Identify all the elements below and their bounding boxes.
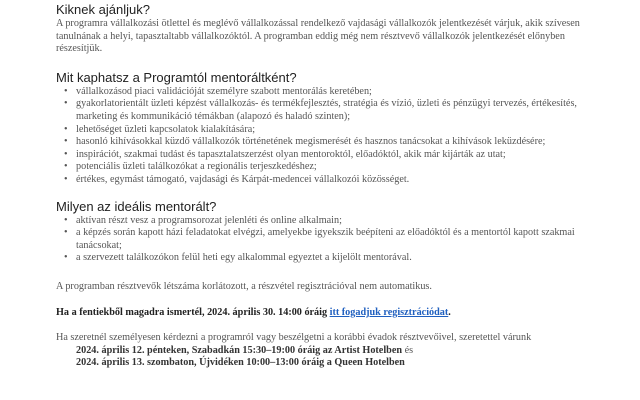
limited-note: A programban résztvevők létszáma korlátozott, a részvétel regisztrációval nem automatikus. — [56, 280, 432, 292]
paragraph-target-audience: A programra vállalkozási ötlettel és meglévő vállalkozással rendelkező vajdasági vállalkozók jelentkezését várjuk, akik szívesen tanulnának a helyi, tapasztaltabb vállalkozóktól. A programban eddig még nem résztvevő vállalkozók jelentkezését előnyben részesítjük. — [56, 18, 580, 55]
list-item: • vállalkozásod piaci validációját személyre szabott mentorálás keretében; — [56, 86, 604, 99]
list-item: • aktívan részt vesz a programsorozat jelenléti és online alkalmain; — [56, 215, 604, 228]
list-item: • lehetőséget üzleti kapcsolatok kialakítására; — [56, 124, 604, 137]
heading-benefits: Mit kaphatsz a Programtól mentoráltként? — [56, 69, 297, 85]
section-target-audience — [56, 2, 604, 56]
event-line — [76, 357, 604, 370]
registration-text: Ha a fentiekből magadra ismertél, 2024. április 30. 14:00 óráig — [56, 306, 330, 318]
list-item: • értékes, egymást támogató, vajdasági és Kárpát-medencei vállalkozói közösséget. — [56, 174, 604, 187]
event-date: 2024. április 12. pénteken, Szabadkán 15:30–19:00 óráig az Artist Hotelben — [76, 344, 403, 356]
list-item: • a képzés során kapott házi feladatokat elvégzi, amelyekbe igyekszik beépíteni az előadóktól és a mentortól kapott szakmai tanácsokat; — [56, 227, 604, 252]
heading-target-audience: Kiknek ajánljuk? — [56, 2, 150, 17]
registration-end: . — [448, 306, 451, 318]
event-date: 2024. április 13. szombaton, Újvidéken 10:00–13:00 óráig a Queen Hotelben — [76, 357, 405, 369]
event-line — [76, 345, 604, 358]
list-item: • a szervezett találkozókon felül heti egy alkalommal egyeztet a kijelölt mentorával. — [56, 252, 604, 265]
section-ideal-mentee — [56, 199, 604, 265]
contact-paragraph: Ha szeretnél személyesen kérdezni a programról vagy beszélgetni a korábbi évadok résztvevőivel, szeretettel várunk — [56, 332, 532, 344]
registration-link[interactable]: itt fogadjuk regisztrációdat — [329, 306, 449, 318]
events-list — [56, 345, 604, 370]
ideal-mentee-list — [56, 215, 604, 265]
list-item: • hasonló kihívásokkal küzdő vállalkozók történetének megismerését és hasznos tanácsokat a kihívások leküzdésére; — [56, 136, 604, 149]
event-rest: és — [402, 344, 414, 356]
section-benefits — [56, 70, 604, 187]
heading-ideal-mentee: Milyen az ideális mentorált? — [56, 198, 217, 214]
list-item: • gyakorlatorientált üzleti képzést vállalkozás- és termékfejlesztés, stratégia és vízió, üzleti és pénzügyi tervezés, értékesítés, marketing és kommunikáció témákban (alapozó és haladó szinten); — [56, 98, 604, 123]
list-item: • potenciális üzleti találkozókat a regionális terjeszkedéshez; — [56, 161, 604, 174]
list-item: • inspirációt, szakmai tudást és tapasztalatszerzést olyan mentoroktól, előadóktól, akik már kijárták az utat; — [56, 149, 604, 162]
document-page — [56, 0, 604, 370]
benefits-list — [56, 86, 604, 187]
registration-line — [56, 307, 604, 320]
